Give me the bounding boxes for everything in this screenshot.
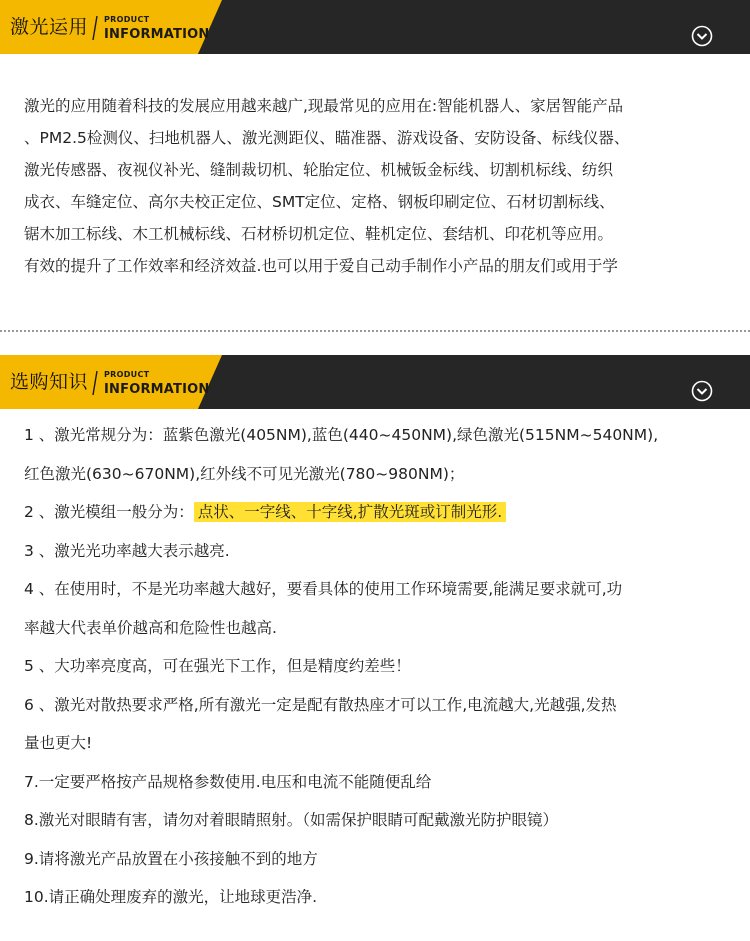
tip-4-line-2: 率越大代表单价越高和危险性也越高.: [24, 618, 277, 637]
tip-6-line-1: 6 、激光对散热要求严格,所有激光一定是配有散热座才可以工作,电流越大,光越强,发热: [24, 695, 617, 714]
subtitle-small: PRODUCT: [104, 15, 150, 24]
slash-separator: [91, 14, 99, 42]
tip-1-line-1: 1 、激光常规分为：蓝紫色激光(405NM),蓝色(440~450NM),绿色激光(515NM~540NM),: [24, 426, 659, 444]
tip-7: 7.一定要严格按产品规格参数使用.电压和电流不能随便乱给: [24, 772, 432, 791]
buying-tips-list: [24, 416, 744, 917]
section-title: 激光运用: [10, 16, 89, 38]
tip-4-line-1: 4 、在使用时，不是光功率越大越好，要看具体的使用工作环境需要,能满足要求就可,功: [24, 580, 623, 598]
tip-5: 5 、大功率亮度高，可在强光下工作，但是精度约差些！: [24, 657, 411, 675]
tip-2-prefix: 2 、激光模组一般分为：: [24, 503, 194, 521]
paragraph-line: 成衣、车缝定位、高尔夫校正定位、SMT定位、定格、钢板印刷定位、石材切割标线、: [24, 193, 615, 211]
subtitle-small: PRODUCT: [104, 370, 150, 379]
tip-10: 10.请正确处理废弃的激光，让地球更浩净.: [24, 888, 318, 906]
paragraph-line: 、PM2.5检测仪、扫地机器人、激光测距仪、瞄准器、游戏设备、安防设备、标线仪器、: [24, 129, 630, 147]
tip-6-line-2: 量也更大!: [24, 734, 93, 752]
slash-separator: [91, 369, 99, 397]
application-paragraph: [24, 90, 734, 282]
section-header-application: [0, 0, 750, 54]
chevron-down-circle-icon[interactable]: [691, 380, 713, 402]
subtitle-large: INFORMATION: [104, 27, 210, 42]
tip-8: 8.激光对眼睛有害，请勿对着眼睛照射。（如需保护眼睛可配戴激光防护眼镜）: [24, 811, 559, 829]
chevron-down-circle-icon[interactable]: [691, 25, 713, 47]
tip-1-line-2: 红色激光(630~670NM),红外线不可见光激光(780~980NM)；: [24, 464, 465, 483]
dotted-divider: [0, 330, 750, 332]
paragraph-line: 激光传感器、夜视仪补光、缝制裁切机、轮胎定位、机械钣金标线、切割机标线、纺织: [24, 161, 614, 179]
tip-2: [24, 493, 744, 532]
tip-9: 9.请将激光产品放置在小孩接触不到的地方: [24, 849, 318, 868]
paragraph-line: 锯木加工标线、木工机械标线、石材桥切机定位、鞋机定位、套结机、印花机等应用。: [24, 225, 614, 243]
paragraph-line: 激光的应用随着科技的发展应用越来越广,现最常见的应用在:智能机器人、家居智能产品: [24, 97, 624, 115]
section-title: 选购知识: [10, 371, 89, 393]
tip-2-highlight: 点状、一字线、十字线,扩散光斑或订制光形.: [194, 502, 506, 522]
section-header-buying-guide: [0, 355, 750, 409]
tip-3: 3 、激光光功率越大表示越亮.: [24, 541, 230, 560]
subtitle-large: INFORMATION: [104, 382, 210, 397]
paragraph-line: 有效的提升了工作效率和经济效益.也可以用于爱自己动手制作小产品的朋友们或用于学: [24, 257, 618, 275]
